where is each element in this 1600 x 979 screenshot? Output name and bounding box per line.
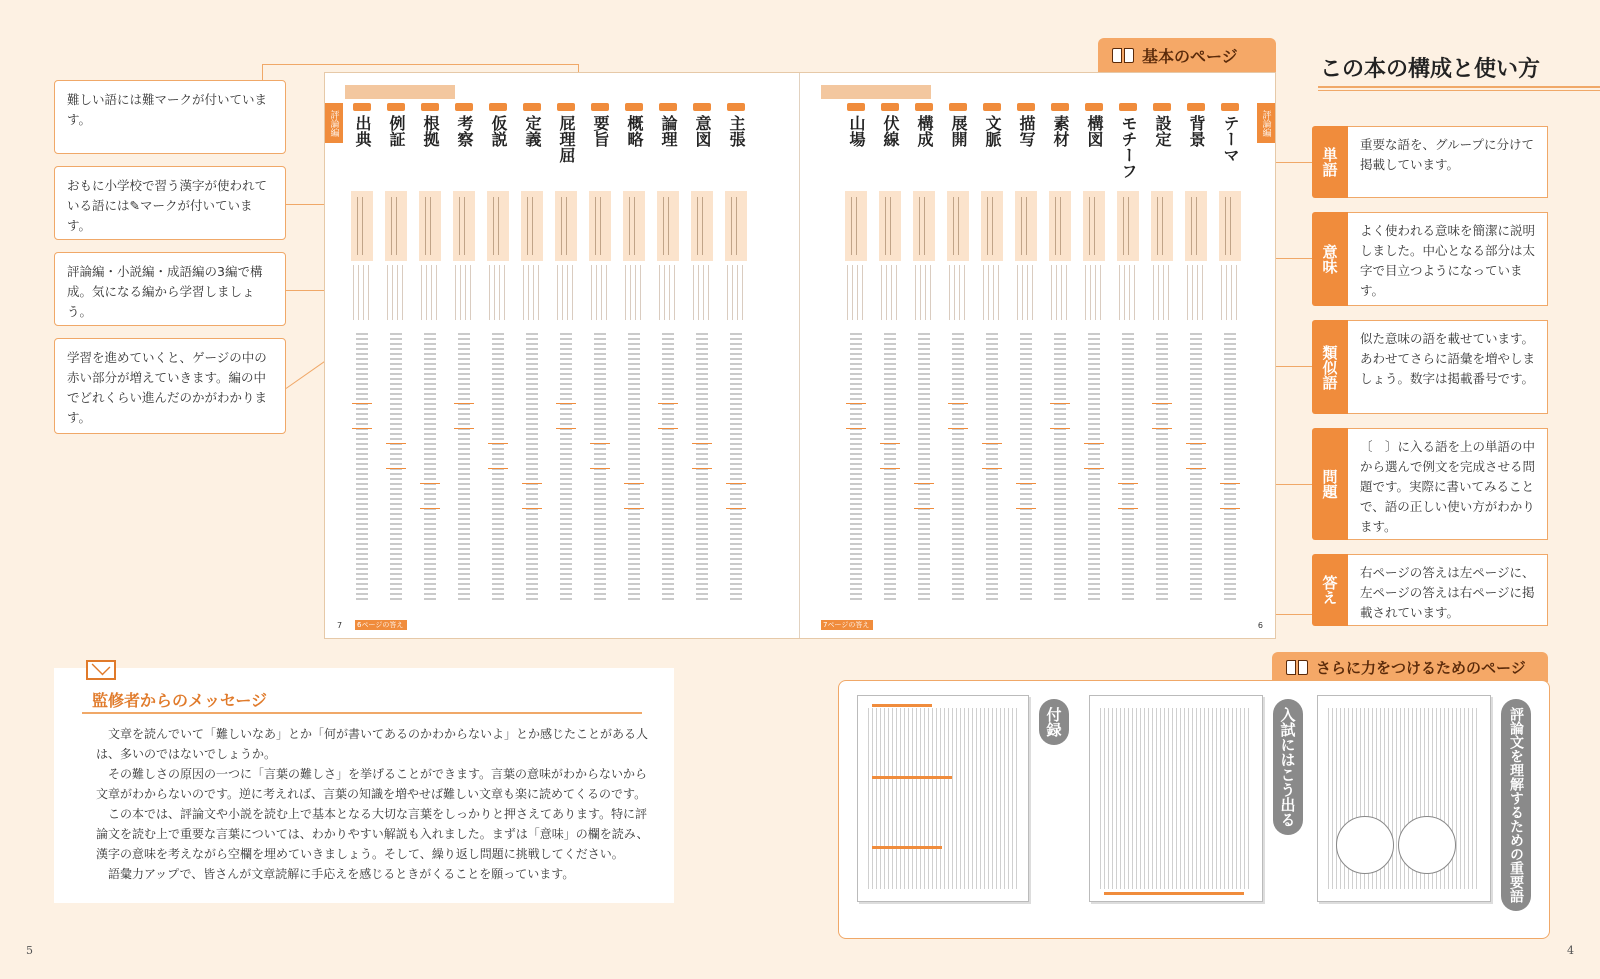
spread-page-number: 7 [337,621,343,630]
meaning-block [947,191,969,261]
meaning-block [691,191,713,261]
synonym-block [949,265,967,320]
legend-word [1312,126,1548,198]
answer-blank [624,483,644,509]
meaning-block [1117,191,1139,261]
question-text [1224,333,1236,603]
word-text: 文脈 [983,115,1002,147]
section-side-tab: 評論編 [325,103,343,143]
word-text: 構成 [915,115,934,147]
word-text: 根拠 [421,115,440,147]
word-number-tag [421,103,439,111]
word-number-tag [489,103,507,111]
legend-answer-text: 右ページの答えは左ページに、左ページの答えは右ページに掲載されています。 [1348,554,1548,626]
answer-blank [1016,483,1036,509]
spread-right-page [801,73,1275,638]
answer-bar-label: 6ページの答え [357,621,404,629]
message-body [96,724,656,884]
synonym-block [1119,265,1137,320]
legend-question [1312,428,1548,540]
answer-blank [948,403,968,429]
answer-blank [1220,483,1240,509]
question-text [850,333,862,603]
word-number-tag [881,103,899,111]
thumbnail-text-lines [1100,708,1252,889]
synonym-block [1221,265,1239,320]
connector-line [262,64,578,65]
word-entry [875,103,905,643]
meaning-block [453,191,475,261]
connector-line [286,359,328,388]
synonym-block [693,265,711,320]
word-entry [483,103,513,643]
meaning-block [1015,191,1037,261]
meaning-block [623,191,645,261]
word-entry [619,103,649,643]
word-number-tag [1085,103,1103,111]
meaning-block [1185,191,1207,261]
word-text: 論理 [659,115,678,147]
word-entry [721,103,751,643]
thumbnail-accent [872,846,942,849]
question-text [952,333,964,603]
answer-blank [590,443,610,469]
word-number-tag [591,103,609,111]
synonym-block [625,265,643,320]
spread-page-number: 6 [1257,621,1263,630]
word-entry [653,103,683,643]
word-number-tag [455,103,473,111]
synonym-block [1187,265,1205,320]
word-text: 背景 [1187,115,1206,147]
book-icon [1112,48,1134,63]
synonym-block [659,265,677,320]
meaning-block [589,191,611,261]
study-date-bar [345,85,455,99]
meaning-block [845,191,867,261]
answer-blank [692,443,712,469]
illustration-circle [1398,816,1456,874]
word-number-tag [1187,103,1205,111]
section-side-tab: 評論編 [1257,103,1275,143]
word-text: 概略 [625,115,644,147]
message-paragraph: 語彙力アップで、皆さんが文章読解に手応えを感じるときがくることを願っています。 [108,867,575,881]
word-text: 展開 [949,115,968,147]
word-number-tag [847,103,865,111]
word-entry [687,103,717,643]
synonym-block [557,265,575,320]
meaning-block [1049,191,1071,261]
legend-word-label: 単語 [1312,126,1348,198]
word-entry [1181,103,1211,643]
word-text: 定義 [523,115,542,147]
callout-progress-gauge [54,338,286,434]
exam-thumbnail [1089,695,1263,902]
answer-blank [1118,483,1138,509]
word-text: 意図 [693,115,712,147]
answer-blank [556,403,576,429]
question-text [662,333,674,603]
legend-synonym-text: 似た意味の語を載せています。あわせてさらに語彙を増やしましょう。数字は掲載番号です。 [1348,320,1548,414]
message-paragraph: その難しさの原因の一つに「言葉の難しさ」を挙げることができます。言葉の意味がわからないから文章がわからないのです。逆に考えれば、言葉の知識を増やせば難しい文章も楽に読めてくるのです。 [96,767,648,801]
synonym-block [1153,265,1171,320]
word-entry [1147,103,1177,643]
legend-answer [1312,554,1548,626]
callout-text: 学習を進めていくと、ゲージの中の赤い部分が増えていきます。編の中でどれくらい進んだのかがわかります。 [67,350,268,425]
word-text: 構図 [1085,115,1104,147]
thumbnail-accent [872,776,952,779]
meaning-block [1219,191,1241,261]
question-text [526,333,538,603]
word-number-tag [659,103,677,111]
spread-gutter [799,73,800,638]
meaning-block [879,191,901,261]
word-number-tag [1119,103,1137,111]
basic-page-tab-label: 基本のページ [1142,46,1238,66]
message-paragraph: この本では、評論文や小説を読む上で基本となる大切な言葉をしっかりと押さえてあります。特に評論文を読む上で重要な言葉については、わかりやすい解説も入れました。まずは「意味」の欄を読み、漢字の意味を考えながら空欄を埋めていきましょう。そして、繰り返し問題に挑戦してください。 [96,807,649,861]
word-entry [585,103,615,643]
supervisor-message [54,668,674,903]
meaning-block [487,191,509,261]
answer-blank [1084,443,1104,469]
basic-page-tab [1098,38,1276,72]
word-entry [1045,103,1075,643]
exam-label: 入試にはこう出る [1273,699,1303,835]
connector-line [262,64,263,80]
meaning-block [555,191,577,261]
question-text [356,333,368,603]
word-text: 仮説 [489,115,508,147]
word-number-tag [1017,103,1035,111]
synonym-block [881,265,899,320]
word-entry [909,103,939,643]
word-number-tag [387,103,405,111]
meaning-block [1083,191,1105,261]
message-rule [82,712,642,714]
word-text: 要旨 [591,115,610,147]
question-text [918,333,930,603]
answer-blank [914,483,934,509]
word-number-tag [1153,103,1171,111]
answer-blank [658,403,678,429]
word-number-tag [625,103,643,111]
thumbnail-accent [1104,892,1244,895]
word-entry [1215,103,1245,643]
word-entry [977,103,1007,643]
word-text: 屁理屈 [557,115,576,163]
callout-text: 難しい語には難マークが付いています。 [67,92,268,127]
word-text: テーマ [1221,115,1240,163]
answer-blank [352,403,372,429]
callout-difficult-mark [54,80,286,154]
word-number-tag [983,103,1001,111]
page-number-right: 4 [1567,944,1574,957]
spread-left-page [325,73,799,638]
meaning-block [351,191,373,261]
synonym-block [1085,265,1103,320]
meaning-block [419,191,441,261]
synonym-block [1017,265,1035,320]
word-entry [943,103,973,643]
title-underline [1318,86,1600,88]
answer-blank [454,403,474,429]
answer-blank [522,483,542,509]
word-entry [1079,103,1109,643]
word-text: 伏線 [881,115,900,147]
synonym-block [915,265,933,320]
page-title: この本の構成と使い方 [1320,57,1541,82]
meaning-block [913,191,935,261]
extra-page-tab-label: さらに力をつけるためのページ [1316,658,1526,677]
meaning-block [725,191,747,261]
word-number-tag [1221,103,1239,111]
synonym-block [387,265,405,320]
legend-question-label: 問題 [1312,428,1348,540]
legend-word-text: 重要な語を、グループに分けて掲載しています。 [1348,126,1548,198]
legend-meaning [1312,212,1548,306]
answer-blank [488,443,508,469]
word-text: 設定 [1153,115,1172,147]
word-text: 素材 [1051,115,1070,147]
word-entry [381,103,411,643]
question-text [560,333,572,603]
word-entry [347,103,377,643]
word-text: 山場 [847,115,866,147]
meaning-block [657,191,679,261]
word-text: 例証 [387,115,406,147]
question-text [1020,333,1032,603]
synonym-block [421,265,439,320]
illustration-circle [1336,816,1394,874]
answer-blank [386,443,406,469]
question-text [458,333,470,603]
word-number-tag [915,103,933,111]
legend-meaning-text: よく使われる意味を簡潔に説明しました。中心となる部分は太字で目立つようになっています。 [1348,212,1548,306]
legend-synonym-label: 類似語 [1312,320,1348,414]
question-text [730,333,742,603]
legend-answer-label: 答え [1312,554,1348,626]
thumbnail-accent [872,704,932,707]
appendix-thumbnail [857,695,1029,902]
synonym-block [455,265,473,320]
word-entry [551,103,581,643]
book-icon [1286,660,1308,675]
envelope-icon [86,660,116,680]
page-number-left: 5 [26,944,33,957]
synonym-block [591,265,609,320]
question-text [628,333,640,603]
sample-spread [324,72,1276,639]
answer-blank [846,403,866,429]
question-text [1054,333,1066,603]
key-terms-thumbnail [1317,695,1491,902]
meaning-block [385,191,407,261]
callout-three-sections [54,252,286,326]
study-date-bar [821,85,931,99]
word-text: 描写 [1017,115,1036,147]
word-number-tag [727,103,745,111]
word-entry [841,103,871,643]
answer-blank [880,443,900,469]
answer-blank [420,483,440,509]
word-number-tag [557,103,575,111]
word-text: 考察 [455,115,474,147]
word-number-tag [949,103,967,111]
synonym-block [727,265,745,320]
answer-bar-label: 7ページの答え [823,621,870,629]
answer-blank [1152,403,1172,429]
word-text: 出典 [353,115,372,147]
word-entry [449,103,479,643]
meaning-block [1151,191,1173,261]
word-text: 主張 [727,115,746,147]
callout-elementary-kanji [54,166,286,240]
synonym-block [353,265,371,320]
question-text [1122,333,1134,603]
question-text [424,333,436,603]
synonym-block [489,265,507,320]
appendix-label: 付録 [1039,699,1069,745]
question-text [1156,333,1168,603]
legend-question-text: 〔 〕に入る語を上の単語の中から選んで例文を完成させる問題です。実際に書いてみることで、語の正しい使い方がわかります。 [1348,428,1548,540]
key-terms-label: 評論文を理解するための重要語 [1501,699,1531,911]
meaning-block [981,191,1003,261]
synonym-block [523,265,541,320]
word-number-tag [353,103,371,111]
extra-pages-panel [838,680,1550,939]
synonym-block [847,265,865,320]
thumbnail-text-lines [868,708,1018,889]
word-entry [1011,103,1041,643]
connector-line [286,204,324,205]
synonym-block [983,265,1001,320]
word-number-tag [523,103,541,111]
title-underline-2 [1318,90,1600,91]
meaning-block [521,191,543,261]
callout-text: おもに小学校で習う漢字が使われている語には✎マークが付いています。 [67,178,268,233]
word-entry [517,103,547,643]
answer-blank [982,443,1002,469]
answer-blank [1050,403,1070,429]
legend-meaning-label: 意味 [1312,212,1348,306]
legend-synonym [1312,320,1548,414]
word-entry [415,103,445,643]
word-text: モチーフ [1119,115,1138,179]
word-entry [1113,103,1143,643]
synonym-block [1051,265,1069,320]
message-title: 監修者からのメッセージ [92,691,268,710]
answer-blank [1186,443,1206,469]
message-paragraph: 文章を読んでいて「難しいなあ」とか「何が書いてあるのかわからないよ」とか感じたことがある人は、多いのではないでしょうか。 [96,727,649,761]
word-number-tag [693,103,711,111]
answer-blank [726,483,746,509]
callout-text: 評論編・小説編・成語編の3編で構成。気になる編から学習しましょう。 [67,264,263,319]
extra-page-tab [1272,652,1548,682]
word-number-tag [1051,103,1069,111]
